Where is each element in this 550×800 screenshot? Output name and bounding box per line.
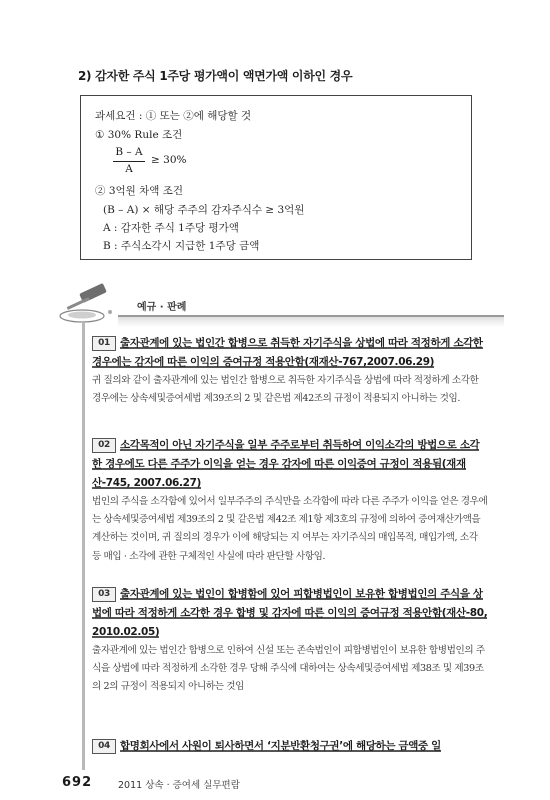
ratio-formula bbox=[111, 146, 191, 176]
case-number-badge: 04 bbox=[92, 739, 116, 754]
case-body: 법인의 주식을 소각함에 있어서 일부주주의 주식만을 소각함에 따라 다른 주주가 이익을 얻은 경우에는 상속세및증여세법 제39조의 2 및 같은법 제42조 제1항 제3호의 규정에 의하여 증여재산가액을 계산하는 것이며, 귀 질의의 경우가 이에 해당되는 지 여부는 자기주식의 매입목적, 매입가액, 소각 등 매입 · 소각에 관한 구체적인 사실에 따라 판단할 사항임. bbox=[92, 496, 488, 562]
box-line-requirement: 과세요건 : ① 또는 ②에 해당할 것 bbox=[95, 110, 252, 122]
case-body: 귀 질의와 같이 출자관계에 있는 법인간 합병으로 취득한 자기주식을 상법에 따라 적정하게 소각한 경우에는 상속세및증여세법 제39조의 2 및 같은법 제42조의 규정이 적용되지 아니하는 것임. bbox=[92, 375, 479, 405]
page-number: 692 bbox=[62, 775, 93, 790]
case-title-text: 합명회사에서 사원이 퇴사하면서 ‘지분반환청구권’에 해당하는 금액중 일 bbox=[120, 740, 441, 752]
formula-numerator: B – A bbox=[115, 146, 143, 158]
case-number-badge: 01 bbox=[92, 336, 116, 351]
formula-threshold: ≥ 30% bbox=[151, 154, 187, 166]
case-section-margin-line bbox=[82, 322, 85, 770]
box-line-define-b: B : 주식소각시 지급한 1주당 금액 bbox=[103, 240, 260, 252]
formula-denominator: A bbox=[125, 163, 133, 175]
case-title bbox=[92, 585, 488, 642]
case-number-badge: 03 bbox=[92, 587, 116, 602]
case-title-text: 소각목적이 아닌 자기주식을 일부 주주로부터 취득하여 이익소각의 방법으로 소각한 경우에도 다른 주주가 이익을 얻는 경우 감자에 따른 이익증여 규정이 적용됨(재재산-745, 2007.06.27) bbox=[92, 439, 480, 489]
case-title-text: 출자관계에 있는 법인간 합병으로 취득한 자기주식을 상법에 따라 적정하게 소각한 경우에는 감자에 따른 이익의 증여규정 적용안함(재재산-767,2007.06.29) bbox=[92, 337, 483, 368]
box-line-difference-formula: (B – A) × 해당 주주의 감자주식수 ≥ 3억원 bbox=[103, 204, 305, 216]
fraction-bar bbox=[113, 161, 145, 162]
case-section-shade bbox=[118, 317, 504, 327]
case-title bbox=[92, 737, 488, 756]
box-line-define-a: A : 감자한 주식 1주당 평가액 bbox=[103, 222, 239, 234]
case-item bbox=[92, 334, 488, 408]
case-section-label: 예규 · 판례 bbox=[137, 302, 187, 313]
case-number-badge: 02 bbox=[92, 438, 116, 453]
box-line-difference-condition: ② 3억원 차액 조건 bbox=[95, 185, 184, 197]
case-item bbox=[92, 436, 488, 566]
case-item bbox=[92, 585, 488, 697]
case-title bbox=[92, 436, 488, 493]
case-title bbox=[92, 334, 488, 372]
book-title: 2011 상속 · 증여세 실무편람 bbox=[118, 780, 240, 791]
case-item bbox=[92, 737, 488, 756]
gavel-icon bbox=[58, 282, 118, 324]
tax-condition-box bbox=[80, 95, 472, 260]
section-heading: 2) 감자한 주식 1주당 평가액이 액면가액 이하인 경우 bbox=[78, 69, 353, 83]
case-title-text: 출자관계에 있는 법인이 합병함에 있어 피합병법인이 보유한 합병법인의 주식을 상법에 따라 적정하게 소각한 경우 합병 및 감자에 따른 이익의 증여규정 적용안함(재산-80, 2010.02.05) bbox=[92, 588, 488, 638]
box-line-rule-30: ① 30% Rule 조건 bbox=[95, 129, 183, 141]
case-body: 출자관계에 있는 법인간 합병으로 인하여 신설 또는 존속법인이 피합병법인이 보유한 합병법인의 주식을 상법에 따라 적정하게 소각한 경우 당해 주식에 대하여는 상속세및증여세법 제38조 및 제39조의 2의 규정이 적용되지 아니하는 것임 bbox=[92, 645, 485, 693]
